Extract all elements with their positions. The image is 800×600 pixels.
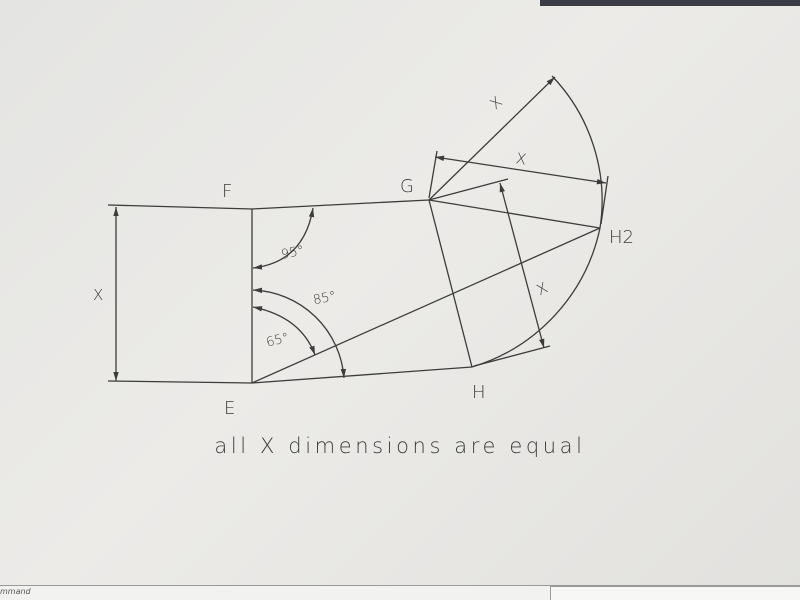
point-label-h2: H2 xyxy=(609,227,634,248)
ext-line-g-parallel xyxy=(429,179,508,200)
point-label-h: H xyxy=(472,382,486,403)
point-label-f: F xyxy=(222,181,233,202)
ext-line-bottom xyxy=(108,381,252,383)
edge-g-h xyxy=(429,200,472,367)
command-input[interactable] xyxy=(550,586,800,600)
ext-line-top xyxy=(108,205,252,209)
ext-line-h-parallel xyxy=(474,346,550,366)
angle-label-top: 95° xyxy=(279,243,306,263)
dim-label-left: X xyxy=(93,286,104,304)
dim-parallel-gh xyxy=(500,183,544,348)
point-label-e: E xyxy=(224,398,236,419)
diagonal-e-h2 xyxy=(252,228,600,383)
dim-label-chord: X xyxy=(514,149,528,169)
edge-e-h xyxy=(252,367,472,383)
dim-label-radius: X xyxy=(486,92,506,114)
angle-label-lower: 65° xyxy=(264,330,291,351)
dim-label-parallel: X xyxy=(533,278,551,300)
angle-label-right: 85° xyxy=(311,288,338,309)
point-label-g: G xyxy=(400,176,414,197)
command-bar xyxy=(0,585,800,600)
ext-line-g xyxy=(429,151,437,198)
edge-g-h2 xyxy=(429,200,600,228)
diagram-caption: all X dimensions are equal xyxy=(214,434,586,458)
edge-f-g xyxy=(252,200,429,209)
command-label: mmand xyxy=(0,587,31,596)
